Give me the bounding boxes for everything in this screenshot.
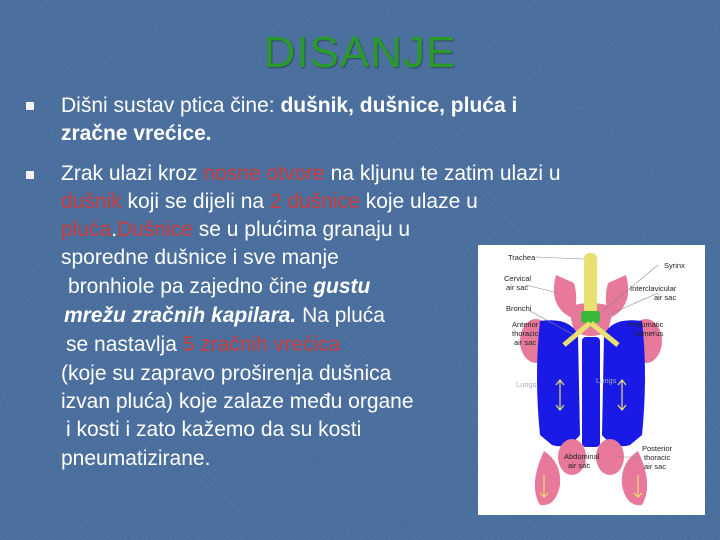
bullet-1-line-2: zračne vrećice. xyxy=(61,122,212,145)
bullet-2-line-4: sporedne dušnice i sve manje xyxy=(61,246,339,269)
label-posterior-3: air sac xyxy=(644,462,667,471)
b2-l2-d: koje ulaze u xyxy=(359,190,478,213)
bullet-2-line-1 xyxy=(61,160,561,189)
label-bronchi: Bronchi xyxy=(506,304,532,313)
bullet-2-line-2 xyxy=(61,188,478,217)
bullet-2-line-9: izvan pluća) koje zalaze među organe xyxy=(61,390,414,413)
label-interclavicular-1: Interclavicular xyxy=(630,284,677,293)
label-interclavicular-2: air sac xyxy=(654,293,677,302)
bullet-2-line-10: i kosti i zato kažemo da su kosti xyxy=(66,418,362,441)
bullet-1-bold-1: dušnik, dušnice, pluća i xyxy=(280,94,518,117)
label-trachea: Trachea xyxy=(508,253,536,262)
bullet-2-line-8: (koje su zapravo proširenja dušnica xyxy=(61,362,392,385)
bullet-marker-1 xyxy=(26,102,34,110)
label-abdominal-1: Abdominal xyxy=(564,452,600,461)
label-posterior-1: Posterior xyxy=(642,444,673,453)
bullet-2-line-7 xyxy=(66,331,340,360)
label-anterior-2: thoracic xyxy=(512,329,539,338)
b2-l2-b: koji se dijeli na xyxy=(121,190,270,213)
bird-respiratory-diagram xyxy=(478,245,705,515)
b2-l2-c: 2 dušnice xyxy=(269,190,360,213)
bullet-2-line-5 xyxy=(68,273,370,302)
b2-l5-b: gustu xyxy=(313,275,371,298)
b2-l7-a: se nastavlja xyxy=(66,333,183,356)
b2-l7-b: 5 zračnih vrećica xyxy=(182,333,341,356)
bullet-2-line-3 xyxy=(61,216,410,245)
b2-l1-a: Zrak ulazi kroz xyxy=(61,162,204,185)
label-syrinx: Syrinx xyxy=(664,261,685,270)
label-cervical-2: air sac xyxy=(506,283,529,292)
label-abdominal-2: air sac xyxy=(568,461,591,470)
central-body xyxy=(582,337,600,447)
b2-l3-d: se u plućima granaju u xyxy=(192,218,411,241)
b2-l3-a: pluća xyxy=(61,218,112,241)
bullet-2-line-6 xyxy=(64,302,385,331)
bullet-1-line-1 xyxy=(61,92,517,121)
bullet-marker-2 xyxy=(26,171,34,179)
abdominal-air-sac-left xyxy=(535,451,560,505)
b2-l6-a: mrežu zračnih kapilara. xyxy=(64,304,297,327)
slide-title: DISANJE xyxy=(263,28,457,77)
b2-l1-b: nosne otvore xyxy=(203,162,325,185)
b2-l5-a: bronhiole pa zajedno čine xyxy=(68,275,314,298)
b2-l2-a: dušnik xyxy=(61,190,122,213)
label-anterior-1: Anterior xyxy=(512,320,539,329)
b2-l3-c: Dušnice xyxy=(117,218,193,241)
b2-l6-b: Na pluća xyxy=(296,304,385,327)
bullet-2-line-11: pneumatizirane. xyxy=(61,447,211,470)
label-lungs-right: Lungs xyxy=(596,376,617,385)
label-lungs-left: Lungs xyxy=(516,380,537,389)
label-pneumatic-2: humerus xyxy=(634,329,664,338)
label-posterior-2: thoracic xyxy=(644,453,671,462)
label-anterior-3: air sac xyxy=(514,338,537,347)
b2-l1-c: na kljunu te zatim ulazi u xyxy=(324,162,561,185)
bullet-1-prefix: Dišni sustav ptica čine: xyxy=(61,94,281,117)
b2-l3-b: . xyxy=(111,218,118,241)
label-pneumatic-1: Pneumatic xyxy=(628,320,664,329)
syrinx-shape xyxy=(581,311,600,323)
label-cervical-1: Cervical xyxy=(504,274,532,283)
